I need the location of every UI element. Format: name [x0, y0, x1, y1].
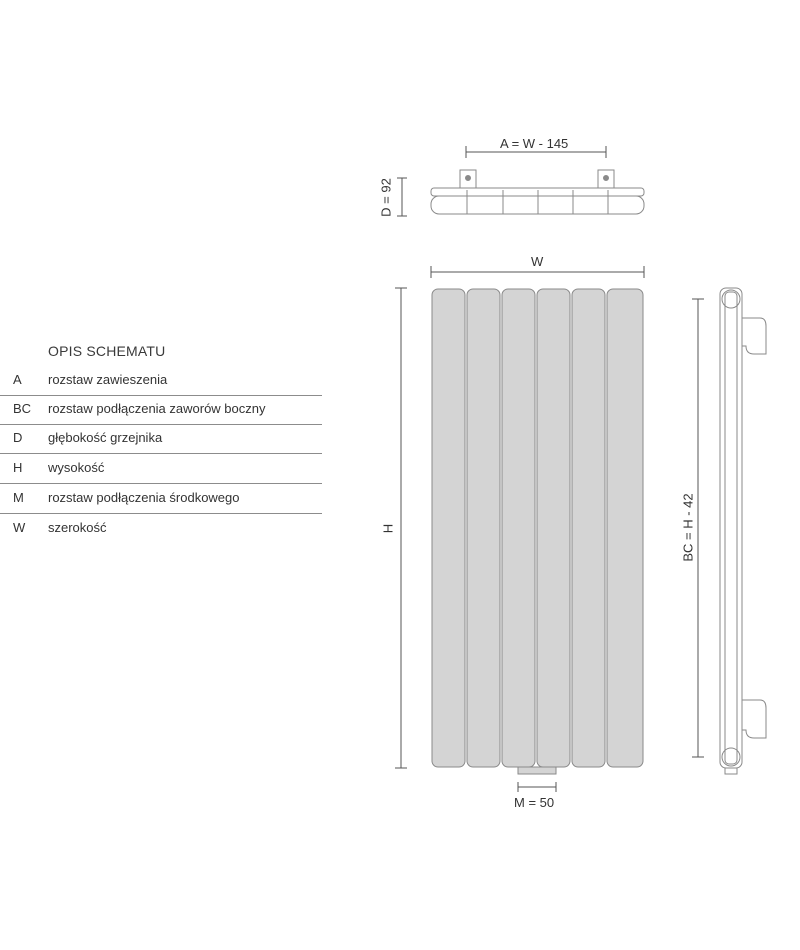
legend-text: głębokość grzejnika	[48, 430, 163, 445]
radiator-panel	[607, 289, 643, 767]
legend-code: D	[13, 430, 23, 445]
radiator-panel	[502, 289, 535, 767]
side-view	[692, 288, 766, 774]
legend-text: rozstaw podłączenia środkowego	[48, 490, 240, 505]
dimension-label-bc: BC = H - 42	[680, 493, 696, 562]
dimension-label-d: D = 92	[378, 178, 394, 217]
front-view	[395, 266, 644, 792]
bracket-screw	[604, 176, 609, 181]
bracket-screw	[466, 176, 471, 181]
legend-code: W	[13, 520, 26, 535]
top-view	[397, 146, 644, 216]
side-profile-inner	[725, 292, 737, 764]
radiator-panel	[467, 289, 500, 767]
side-bracket-top	[742, 318, 766, 354]
radiator-panel	[572, 289, 605, 767]
dimension-label-h: H	[380, 523, 396, 534]
side-valve	[725, 768, 737, 774]
bottom-connection	[518, 767, 556, 774]
legend-text: rozstaw podłączenia zaworów boczny	[48, 401, 266, 416]
side-profile-outer	[720, 288, 742, 768]
radiator-panel	[537, 289, 570, 767]
legend-code: H	[13, 460, 23, 475]
legend-text: szerokość	[48, 520, 107, 535]
radiator-panel	[432, 289, 465, 767]
dimension-label-a: A = W - 145	[500, 136, 569, 151]
dimension-label-m: M = 50	[514, 795, 555, 810]
legend-text: rozstaw zawieszenia	[48, 372, 168, 387]
legend-code: M	[13, 490, 24, 505]
side-bracket-bottom	[742, 700, 766, 738]
legend-title: OPIS SCHEMATU	[48, 343, 166, 359]
legend-code: A	[13, 372, 22, 387]
dimension-label-w: W	[531, 254, 544, 269]
legend-code: BC	[13, 401, 32, 416]
legend-text: wysokość	[48, 460, 105, 475]
